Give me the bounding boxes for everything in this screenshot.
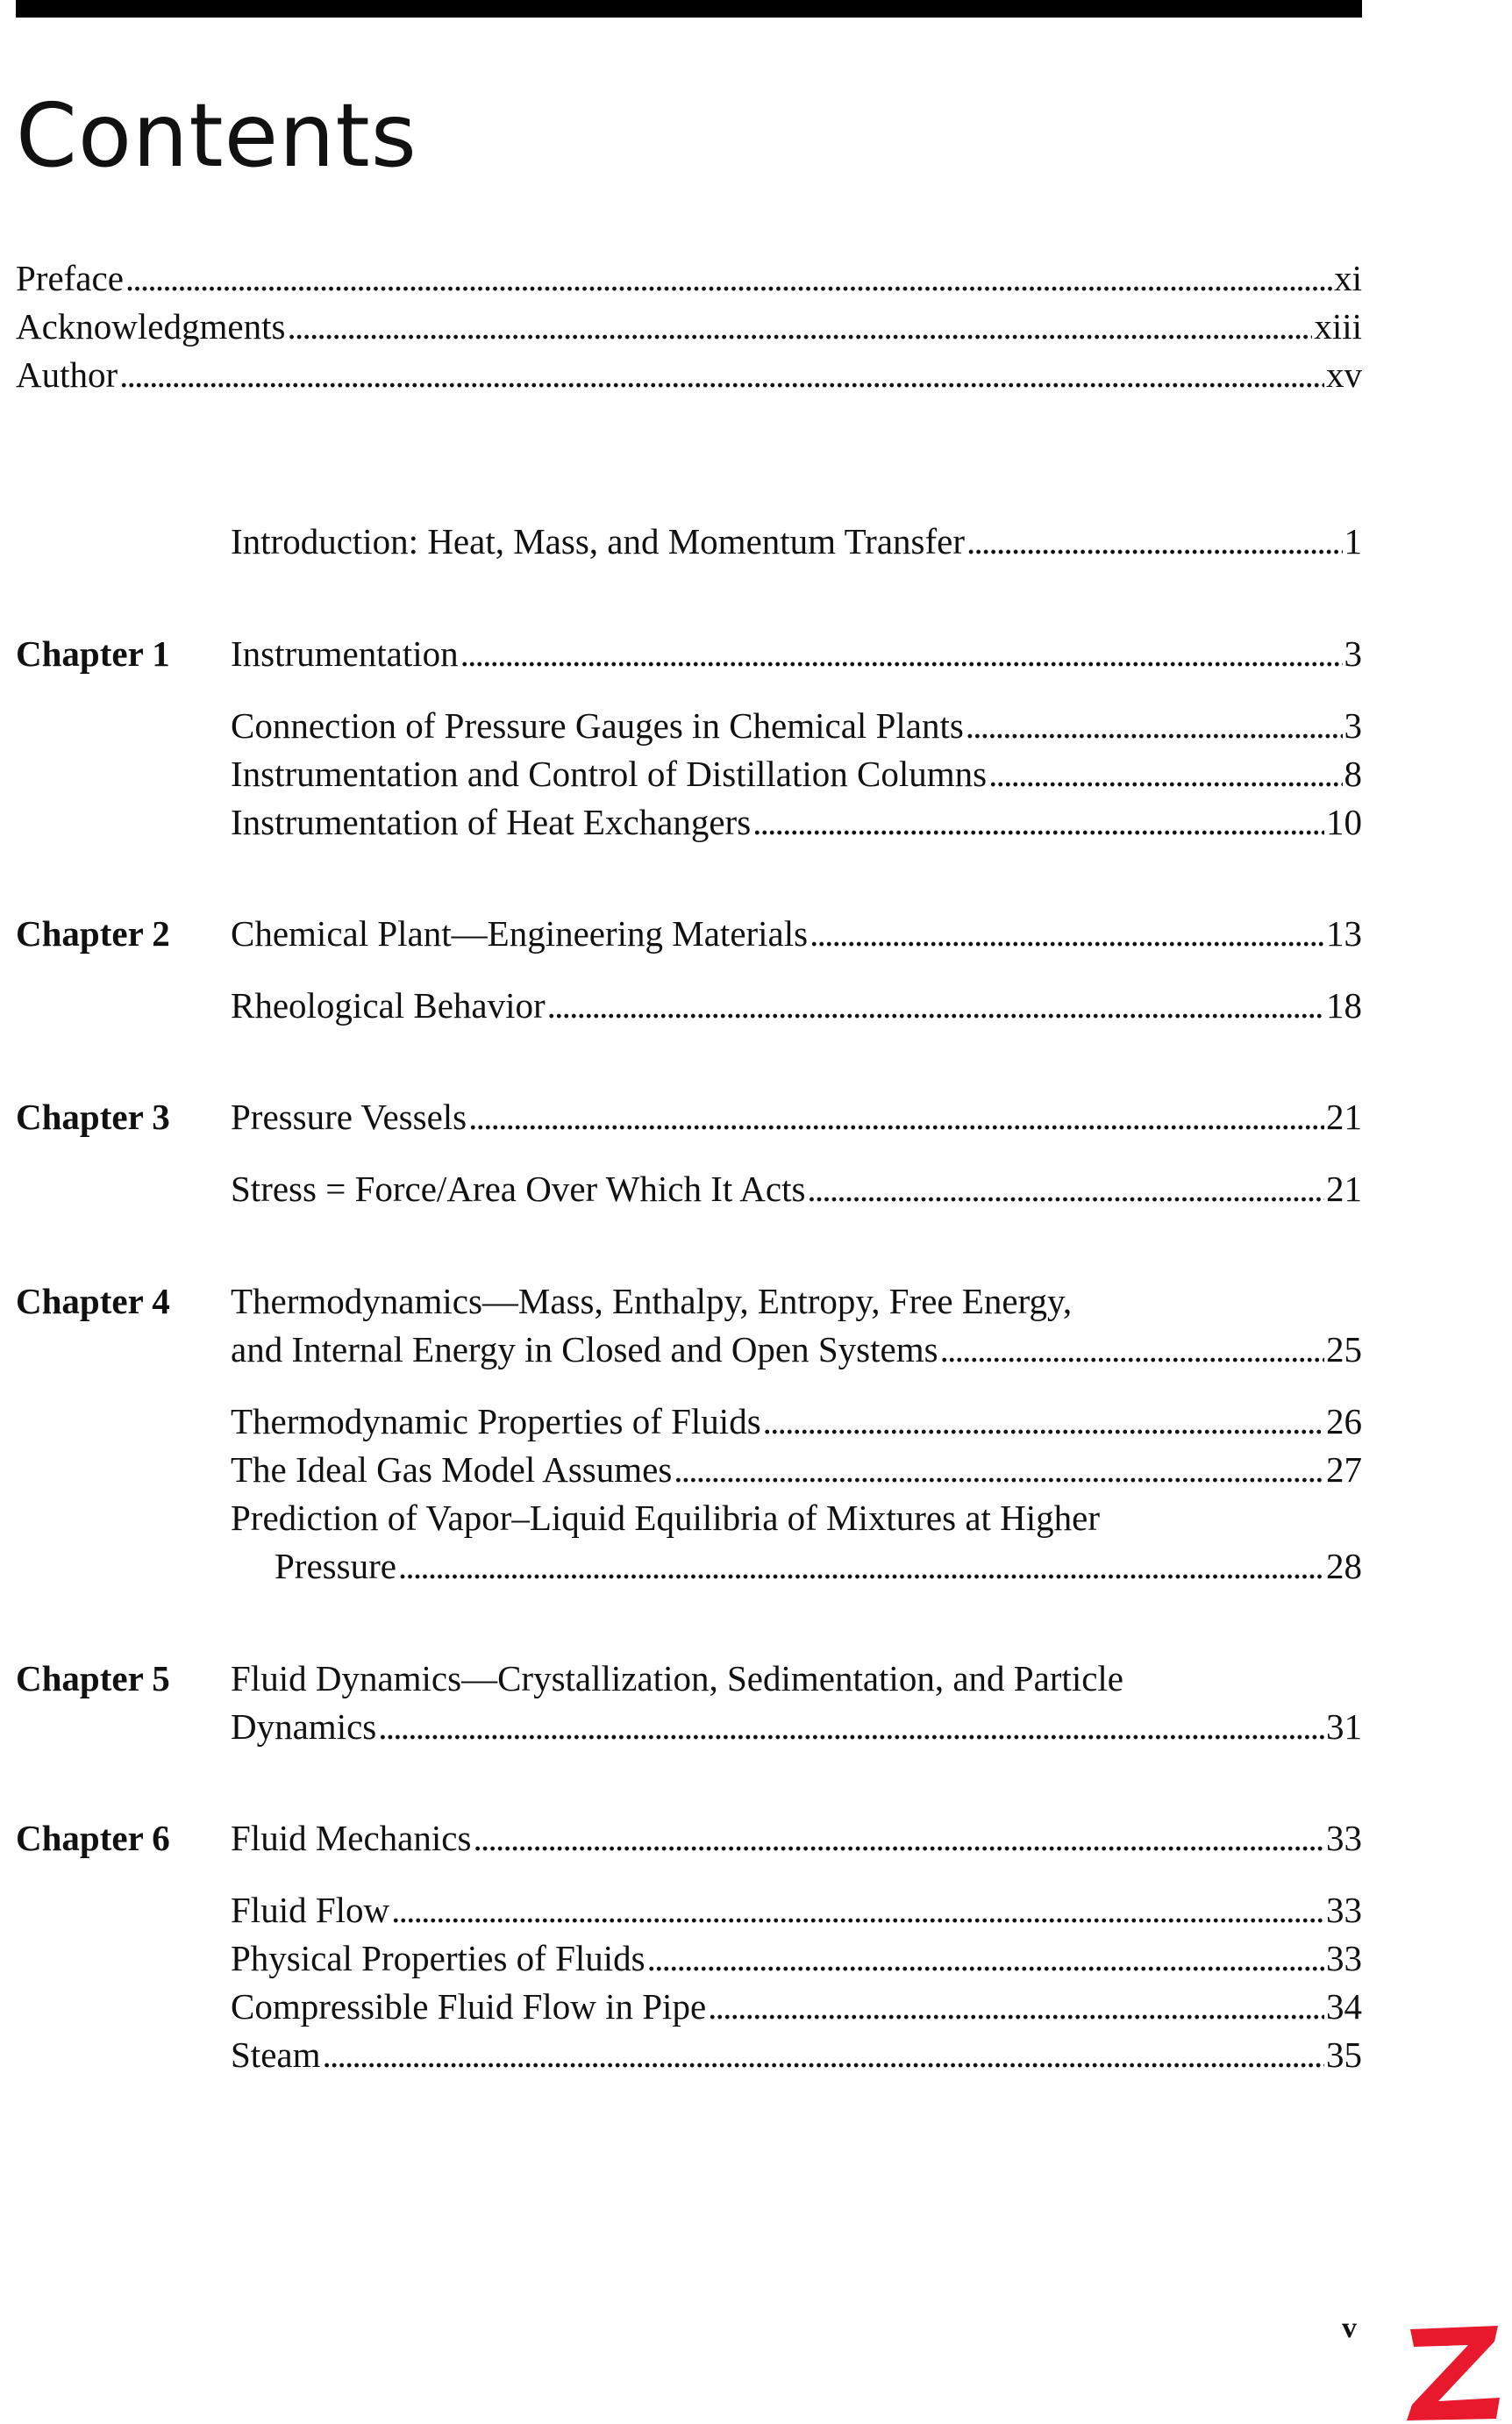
chapter-title-entry[interactable] <box>231 1703 1362 1751</box>
section-label-line-2: Pressure <box>275 1546 396 1586</box>
chapter-page: 21 <box>1326 1097 1362 1137</box>
chapter-title: Instrumentation <box>231 633 459 674</box>
section-entry[interactable] <box>231 1542 1362 1591</box>
section-entry[interactable] <box>231 798 1362 847</box>
dot-leader <box>378 1703 1324 1751</box>
page-number: v <box>1342 2312 1357 2344</box>
chapter-label: Chapter 2 <box>16 913 170 954</box>
section-label: Physical Properties of Fluids <box>231 1938 645 1978</box>
section-page: 10 <box>1326 802 1362 842</box>
section-list <box>231 982 1362 1030</box>
chapter-title-line-2: Dynamics <box>231 1706 377 1747</box>
dot-leader <box>391 1886 1324 1934</box>
dot-leader <box>125 254 1332 303</box>
toc-entry-author[interactable] <box>16 351 1362 399</box>
section-list <box>231 702 1362 847</box>
section-page: 3 <box>1344 705 1362 746</box>
dot-leader <box>322 2031 1324 2079</box>
section-entry[interactable] <box>231 1886 1362 1934</box>
section-entry[interactable] <box>231 2031 1362 2079</box>
chapter-title-line-1[interactable]: Thermodynamics—Mass, Enthalpy, Entropy, Free Energy, <box>231 1281 1073 1321</box>
chapter-page: 31 <box>1326 1706 1362 1747</box>
dot-leader <box>763 1398 1324 1446</box>
section-entry-wrapped-line-1[interactable]: Prediction of Vapor–Liquid Equilibria of Mixtures at Higher <box>231 1498 1101 1538</box>
toc-entry-page: xi <box>1334 258 1362 298</box>
toc-entry-label: Introduction: Heat, Mass, and Momentum Transfer <box>231 521 965 561</box>
section-label: Steam <box>231 2034 321 2075</box>
chapter-title-entry[interactable] <box>231 1093 1362 1141</box>
chapter-title-line-1[interactable]: Fluid Dynamics—Crystallization, Sedimentation, and Particle <box>231 1658 1123 1698</box>
section-page: 35 <box>1326 2034 1362 2075</box>
chapter-label: Chapter 3 <box>16 1097 170 1137</box>
section-label: Compressible Fluid Flow in Pipe <box>231 1986 707 2027</box>
section-entry[interactable] <box>231 1983 1362 2031</box>
dot-leader <box>647 1934 1324 1983</box>
toc-entry-label: Acknowledgments <box>16 306 286 347</box>
toc-entry-label: Preface <box>16 258 124 298</box>
dot-leader <box>988 750 1342 798</box>
dot-leader <box>809 910 1324 958</box>
dot-leader <box>119 351 1324 399</box>
chapter-label: Chapter 1 <box>16 633 170 674</box>
section-entry[interactable] <box>231 702 1362 750</box>
chapter-label: Chapter 4 <box>16 1281 170 1321</box>
chapter-title-line-2: and Internal Energy in Closed and Open Systems <box>231 1329 938 1369</box>
section-page: 33 <box>1326 1890 1362 1930</box>
toc-entry-acknowledgments[interactable] <box>16 303 1362 351</box>
section-page: 21 <box>1326 1169 1362 1209</box>
section-list <box>231 1398 1362 1591</box>
chapter-label: Chapter 5 <box>16 1658 170 1698</box>
chapter-title-entry[interactable] <box>231 910 1362 958</box>
section-entry[interactable] <box>231 1934 1362 1983</box>
chapter-page: 33 <box>1326 1818 1362 1858</box>
toc-entry-page: xiii <box>1314 306 1362 347</box>
toc-entry-preface[interactable] <box>16 254 1362 303</box>
section-entry[interactable] <box>231 1446 1362 1494</box>
top-rule <box>16 0 1362 18</box>
chapter-page: 3 <box>1344 633 1362 674</box>
section-entry[interactable] <box>231 982 1362 1030</box>
front-matter-list <box>16 254 1362 399</box>
dot-leader <box>287 303 1312 351</box>
dot-leader <box>674 1446 1324 1494</box>
section-page: 33 <box>1326 1938 1362 1978</box>
dot-leader <box>708 1983 1324 2031</box>
dot-leader <box>468 1093 1324 1141</box>
toc-entry-introduction[interactable] <box>231 518 1362 566</box>
chapter-title: Fluid Mechanics <box>231 1818 472 1858</box>
section-list <box>231 1165 1362 1213</box>
dot-leader <box>966 702 1343 750</box>
section-page: 27 <box>1326 1449 1362 1490</box>
chapter-title: Chemical Plant—Engineering Materials <box>231 913 809 954</box>
dot-leader <box>398 1542 1324 1591</box>
section-page: 28 <box>1326 1546 1362 1586</box>
chapter-2 <box>16 910 1362 1030</box>
dot-leader <box>547 982 1324 1030</box>
section-page: 34 <box>1326 1986 1362 2027</box>
dot-leader <box>473 1814 1324 1863</box>
toc-entry-page: 1 <box>1344 521 1362 561</box>
section-label: Stress = Force/Area Over Which It Acts <box>231 1169 806 1209</box>
dot-leader <box>940 1326 1324 1374</box>
section-entry[interactable] <box>231 750 1362 798</box>
section-label: Instrumentation and Control of Distillation Columns <box>231 754 988 794</box>
chapter-title: Pressure Vessels <box>231 1097 467 1137</box>
chapter-5 <box>16 1655 1362 1751</box>
section-entry[interactable] <box>231 1165 1362 1213</box>
chapter-label: Chapter 6 <box>16 1818 170 1858</box>
dot-leader <box>807 1165 1324 1213</box>
section-page: 8 <box>1344 754 1362 794</box>
chapter-page: 25 <box>1326 1329 1362 1369</box>
dot-leader <box>966 518 1343 566</box>
page-title: Contents <box>16 84 417 187</box>
dot-leader <box>752 798 1324 847</box>
chapter-page: 13 <box>1326 913 1362 954</box>
chapter-title-entry[interactable] <box>231 1326 1362 1374</box>
introduction-entry <box>231 518 1362 566</box>
chapter-title-entry[interactable] <box>231 630 1362 678</box>
section-label: Connection of Pressure Gauges in Chemical Plants <box>231 705 964 746</box>
toc-entry-label: Author <box>16 354 118 395</box>
chapter-1 <box>16 630 1362 847</box>
section-list <box>231 1886 1362 2079</box>
chapter-4 <box>16 1277 1362 1591</box>
chapter-title-entry[interactable] <box>231 1814 1362 1863</box>
section-entry[interactable] <box>231 1398 1362 1446</box>
section-page: 18 <box>1326 985 1362 1026</box>
z-logo-icon <box>1403 2320 1504 2424</box>
section-label: The Ideal Gas Model Assumes <box>231 1449 673 1490</box>
section-label: Instrumentation of Heat Exchangers <box>231 802 752 842</box>
section-label: Fluid Flow <box>231 1890 390 1930</box>
toc-entry-page: xv <box>1326 354 1362 395</box>
section-page: 26 <box>1326 1401 1362 1441</box>
dot-leader <box>460 630 1343 678</box>
chapter-3 <box>16 1093 1362 1213</box>
chapter-6 <box>16 1814 1362 2079</box>
section-label: Thermodynamic Properties of Fluids <box>231 1401 761 1441</box>
section-label: Rheological Behavior <box>231 985 546 1026</box>
